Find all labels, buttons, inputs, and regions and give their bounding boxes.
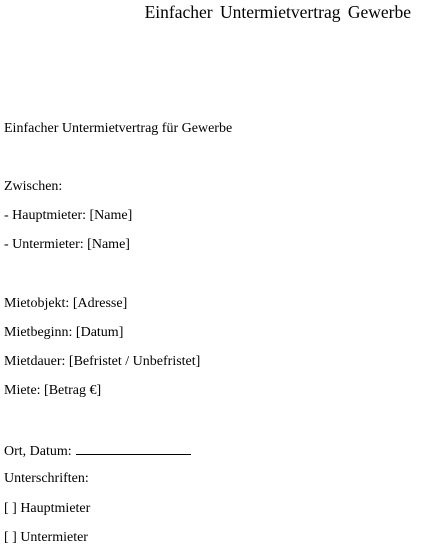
parties-label: Zwischen:: [4, 179, 63, 194]
subtenant-line: - Untermieter: [Name]: [4, 237, 130, 252]
rental-duration-line: Mietdauer: [Befristet / Unbefristet]: [4, 354, 201, 369]
document-heading: Einfacher Untermietvertrag für Gewerbe: [4, 121, 233, 136]
place-date-label: Ort, Datum:: [4, 444, 72, 459]
place-date-blank-field: [76, 441, 191, 455]
page-header-title: Einfacher Untermietvertrag Gewerbe: [144, 2, 411, 22]
rental-start-line: Mietbeginn: [Datum]: [4, 325, 124, 340]
rent-line: Miete: [Betrag €]: [4, 383, 102, 398]
place-date-row: [4, 441, 191, 461]
main-tenant-line: - Hauptmieter: [Name]: [4, 208, 133, 223]
property-line: Mietobjekt: [Adresse]: [4, 296, 128, 311]
signatures-label: Unterschriften:: [4, 471, 89, 486]
signature-main-tenant: [ ] Hauptmieter: [4, 501, 91, 516]
signature-subtenant: [ ] Untermieter: [4, 530, 88, 545]
